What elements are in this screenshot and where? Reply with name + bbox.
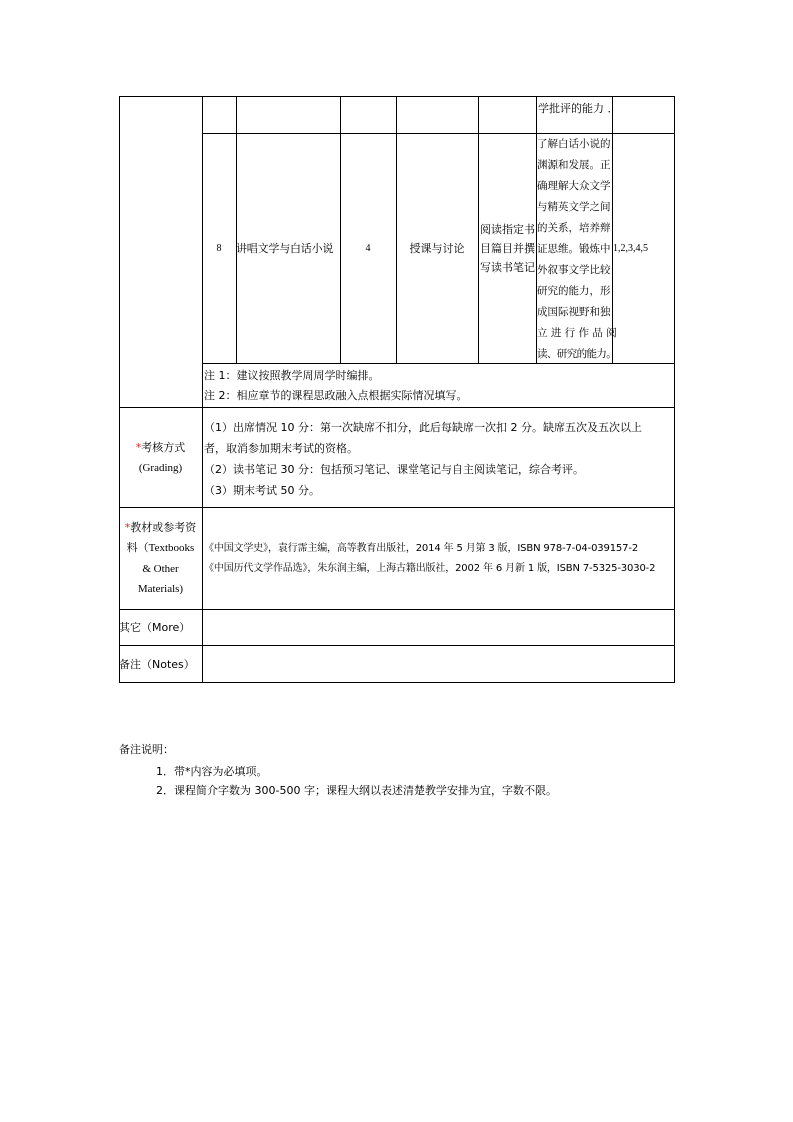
col-line xyxy=(340,96,341,364)
objectives-cell: 1,2,3,4,5 xyxy=(613,243,648,254)
grading-line: （2）读书笔记 30 分：包括预习笔记、课堂笔记与自主阅读笔记，综合考评。 xyxy=(204,463,584,476)
week-number: 8 xyxy=(216,243,222,254)
col-line xyxy=(478,96,479,364)
topic-cell: 讲唱文学与白话小说 xyxy=(236,242,334,255)
reference-line: 《中国历代文学作品选》，朱东润主编，上海古籍出版社，2002 年 6 月新 1 版，ISBN 7-5325-3030-2 xyxy=(204,563,656,574)
assignment-line: 阅读指定书 xyxy=(480,223,535,236)
goal-line: 渊源和发展。正 xyxy=(537,159,611,171)
goal-line: 证思维。锻炼中 xyxy=(537,243,611,255)
goal-line: 确理解大众文学 xyxy=(537,180,611,192)
footer-title: 备注说明： xyxy=(119,743,174,756)
goal-line: 的关系，培养辩 xyxy=(537,222,611,234)
grading-line: （1）出席情况 10 分：第一次缺席不扣分，此后每缺席一次扣 2 分。缺席五次及五次以上 xyxy=(204,421,642,434)
assignment-line: 目篇目并撰 xyxy=(480,242,535,255)
goal-line: 了解白话小说的 xyxy=(537,138,611,150)
more-label: 其它（More） xyxy=(119,621,191,634)
grading-line: 者，取消参加期末考试的资格。 xyxy=(204,442,358,455)
col-line xyxy=(674,96,675,683)
goal-line: 立 进 行 作 品 阅 xyxy=(537,327,617,339)
materials-label-line: *教材或参考资 xyxy=(124,521,197,534)
note-2: 注 2：相应章节的课程思政融入点根据实际情况填写。 xyxy=(204,389,468,402)
goal-line: 读、研究的能力。 xyxy=(537,348,617,360)
footer-item: 2．课程简介字数为 300-500 字；课程大纲以表述清楚教学安排为宜，字数不限。 xyxy=(156,784,557,797)
goal-tail-text: 学批评的能力 ． xyxy=(538,102,619,115)
grading-label: *考核方式 xyxy=(135,441,186,454)
remarks-label: 备注（Notes） xyxy=(119,658,195,671)
reference-line: 《中国文学史》，袁行霈主编，高等教育出版社，2014 年 5 月第 3 版，ISBN 978-7-04-039157-2 xyxy=(204,543,639,554)
footer-item: 1．带*内容为必填项。 xyxy=(156,765,268,778)
materials-label-line: & Other xyxy=(142,563,179,575)
materials-label-line: 料（Textbooks xyxy=(126,542,195,554)
grading-line: （3）期末考试 50 分。 xyxy=(204,484,320,497)
materials-label-line: Materials) xyxy=(137,583,184,595)
hours-cell: 4 xyxy=(365,243,371,254)
col-line xyxy=(396,96,397,364)
assignment-line: 写读书笔记 xyxy=(480,261,535,274)
required-asterisk: * xyxy=(135,441,142,454)
method-cell: 授课与讨论 xyxy=(409,242,465,255)
required-asterisk: * xyxy=(124,521,131,534)
note-1: 注 1：建议按照教学周周学时编排。 xyxy=(204,369,380,382)
col-line xyxy=(236,96,237,364)
col-line xyxy=(202,96,203,683)
goal-line: 成国际视野和独 xyxy=(537,306,611,318)
goal-line: 研究的能力，形 xyxy=(537,285,611,297)
row-line xyxy=(202,133,675,134)
grading-label-en: (Grading) xyxy=(138,462,183,474)
goal-line: 与精英文学之间 xyxy=(537,201,611,213)
goal-line: 外叙事文学比较 xyxy=(537,264,611,276)
